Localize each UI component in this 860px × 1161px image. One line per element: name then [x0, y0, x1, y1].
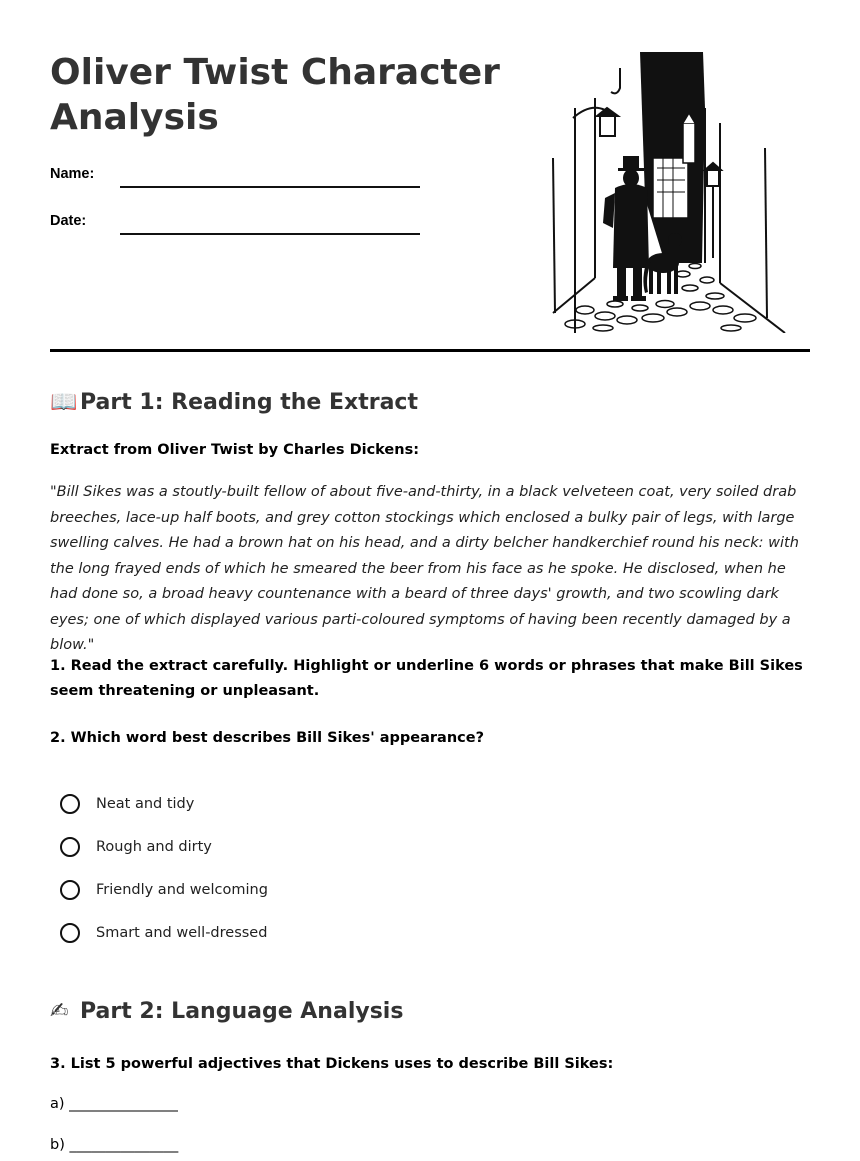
- option-smart-well-dressed[interactable]: [60, 920, 267, 946]
- option-label: Friendly and welcoming: [96, 882, 268, 898]
- page-title: Oliver Twist Character Analysis: [50, 52, 500, 138]
- radio-button[interactable]: [60, 923, 80, 943]
- option-rough-dirty[interactable]: [60, 834, 212, 860]
- answer-a[interactable]: a) _______________: [50, 1096, 178, 1112]
- option-label: Neat and tidy: [96, 796, 195, 812]
- open-book-icon: 📖: [50, 390, 78, 415]
- radio-button[interactable]: [60, 794, 80, 814]
- part1-heading: [50, 390, 418, 415]
- name-label: Name:: [50, 166, 95, 182]
- answer-b[interactable]: b) _______________: [50, 1137, 179, 1153]
- part1-heading-text: Part 1: Reading the Extract: [80, 390, 418, 415]
- street-illustration: [545, 48, 795, 333]
- option-label: Smart and well-dressed: [96, 925, 268, 941]
- option-friendly-welcoming[interactable]: [60, 877, 268, 903]
- question-2: 2. Which word best describes Bill Sikes' appearance?: [50, 730, 485, 746]
- writing-hand-icon: ✍: [50, 999, 69, 1024]
- date-field[interactable]: [120, 233, 420, 235]
- option-neat-tidy[interactable]: [60, 791, 194, 817]
- extract-text: "Bill Sikes was a stoutly-built fellow of about five-and-thirty, in a black velveteen coat, very soiled drab breeches, lace-up half boots, and grey cotton stockings which enclosed a bulky pair of legs, with large swelling calves. He had a brown hat on his head, and a dirty belcher handkerchief round his neck: with the long frayed ends of which he smeared the beer from his face as he spoke. He disclosed, when he had done so, a broad heavy countenance with a beard of three days' growth, and two scowling dark eyes; one of which displayed various parti-coloured symptoms of having been recently damaged by a blow.": [50, 484, 799, 653]
- part2-heading: [50, 999, 403, 1024]
- date-label: Date:: [50, 213, 87, 229]
- part2-heading-text: Part 2: Language Analysis: [80, 999, 404, 1024]
- name-field[interactable]: [120, 186, 420, 188]
- radio-button[interactable]: [60, 837, 80, 857]
- question-1: 1. Read the extract carefully. Highlight or underline 6 words or phrases that make Bill Sikes seem threatening or unpleasant.: [50, 658, 803, 699]
- radio-button[interactable]: [60, 880, 80, 900]
- extract-intro: Extract from Oliver Twist by Charles Dickens:: [50, 442, 420, 458]
- header-divider: [50, 349, 810, 352]
- question-3: 3. List 5 powerful adjectives that Dickens uses to describe Bill Sikes:: [50, 1056, 614, 1072]
- option-label: Rough and dirty: [96, 839, 212, 855]
